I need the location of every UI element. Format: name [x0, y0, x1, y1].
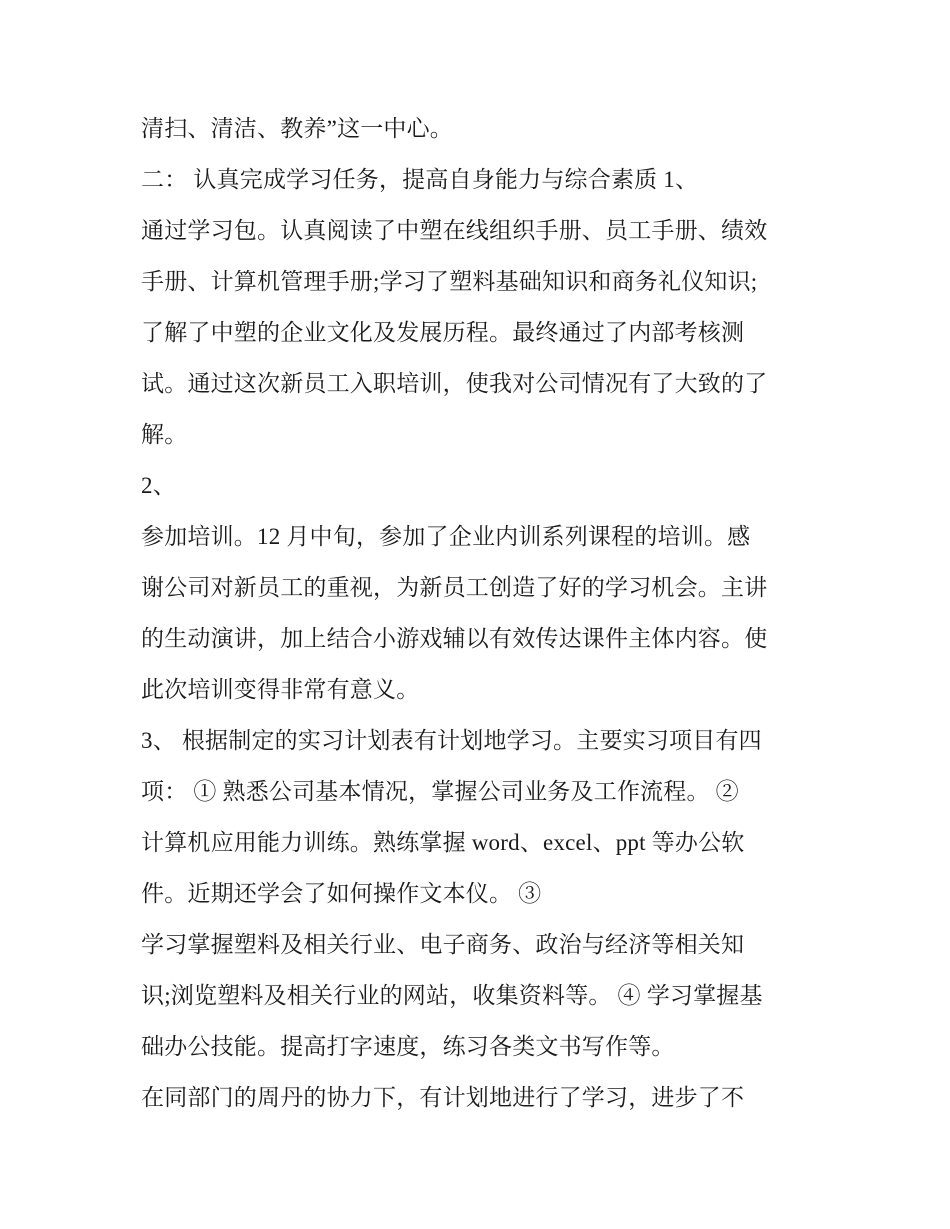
paragraph-line: 在同部门的周丹的协力下，有计划地进行了学习，进步了不: [141, 1085, 745, 1110]
paragraph-line: 二： 认真完成学习任务，提高自身能力与综合素质 1、: [141, 167, 699, 192]
paragraph-line: 识;浏览塑料及相关行业的网站，收集资料等。 ④ 学习掌握基: [141, 983, 763, 1008]
paragraph-line: 件。近期还学会了如何操作文本仪。 ③: [141, 881, 542, 906]
paragraph-line: 谢公司对新员工的重视，为新员工创造了好的学习机会。主讲: [141, 575, 768, 600]
paragraph-line: 的生动演讲，加上结合小游戏辅以有效传达课件主体内容。使: [141, 626, 768, 651]
paragraph-line: 手册、计算机管理手册;学习了塑料基础知识和商务礼仪知识;: [141, 269, 758, 294]
paragraph-line: 清扫、清洁、教养”这一中心。: [141, 116, 454, 141]
paragraph-line: 了解了中塑的企业文化及发展历程。最终通过了内部考核测: [141, 320, 745, 345]
paragraph-line: 学习掌握塑料及相关行业、电子商务、政治与经济等相关知: [141, 932, 745, 957]
paragraph-line: 通过学习包。认真阅读了中塑在线组织手册、员工手册、绩效: [141, 218, 768, 243]
paragraph-line: 解。: [141, 422, 188, 447]
paragraph-line: 计算机应用能力训练。熟练掌握 word、excel、ppt 等办公软: [141, 830, 745, 855]
paragraph-line: 此次培训变得非常有意义。: [141, 677, 420, 702]
paragraph-line: 项： ① 熟悉公司基本情况，掌握公司业务及工作流程。 ②: [141, 779, 739, 804]
paragraph-line: 3、 根据制定的实习计划表有计划地学习。主要实习项目有四: [141, 728, 762, 753]
paragraph-line: 参加培训。12 月中旬，参加了企业内训系列课程的培训。感: [141, 524, 751, 549]
paragraph-line: 试。通过这次新员工入职培训，使我对公司情况有了大致的了: [141, 371, 768, 396]
paragraph-line: 2、: [141, 473, 176, 498]
paragraph-line: 础办公技能。提高打字速度，练习各类文书写作等。: [141, 1034, 675, 1059]
